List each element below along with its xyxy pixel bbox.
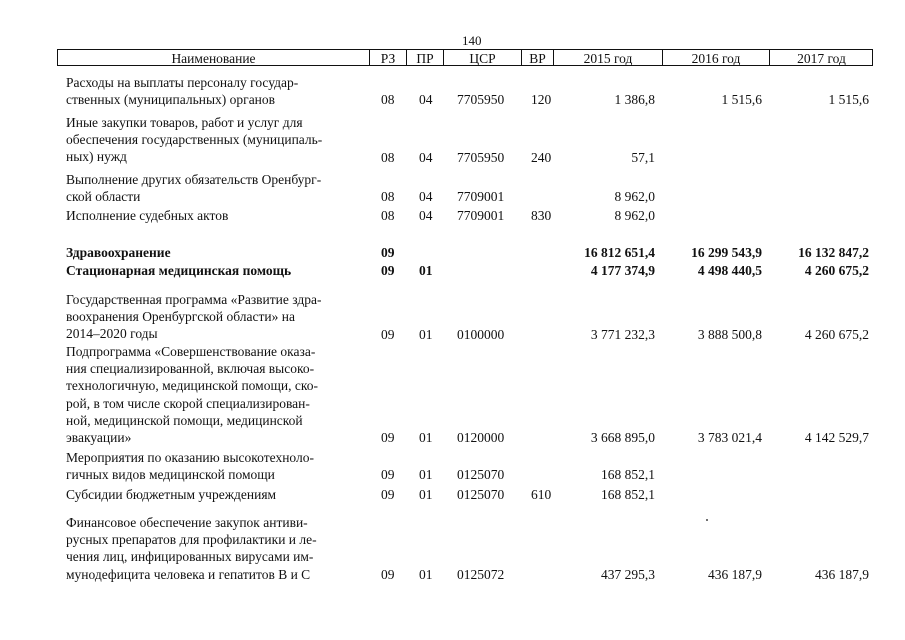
row-rz: 08 [381, 149, 395, 165]
row-rz: 09 [381, 487, 395, 503]
row-2015: 16 812 651,4 [584, 245, 655, 261]
header-2017: 2017 год [769, 50, 873, 65]
table-row [0, 171, 905, 205]
row-name-line: ных) нужд [66, 149, 127, 165]
row-2017: 4 142 529,7 [804, 430, 869, 446]
row-vr: 830 [531, 208, 552, 224]
row-2015: 1 386,8 [614, 92, 655, 108]
row-name-line: технологичную, медицинской помощи, ско- [66, 378, 318, 394]
row-rz: 08 [381, 189, 395, 205]
row-pr: 01 [419, 263, 433, 279]
row-name-line: рой, в том числе скорой специализирован- [66, 395, 310, 411]
table-row [0, 449, 905, 483]
table-header [57, 49, 873, 66]
page-number: 140 [462, 33, 482, 48]
row-2017: 436 187,9 [815, 566, 869, 582]
header-vr: ВР [521, 50, 553, 65]
row-rz: 09 [381, 263, 395, 279]
row-csr: 0125072 [457, 566, 505, 582]
row-name-line: Выполнение других обязательств Оренбург- [66, 172, 322, 187]
row-pr: 01 [419, 487, 433, 503]
table-row [0, 244, 905, 261]
table-row [0, 74, 905, 108]
row-name-line: русных препаратов для профилактики и ле- [66, 532, 317, 548]
header-csr: ЦСР [443, 50, 521, 65]
row-name-line: обеспечения государственных (муниципаль- [66, 132, 323, 148]
header-pr: ПР [406, 50, 443, 65]
row-name-line: 2014–2020 годы [66, 326, 158, 342]
row-pr: 01 [419, 467, 433, 483]
row-name-line: воохранения Оренбургской области» на [66, 309, 295, 325]
row-name-line: Государственная программа «Развитие здра- [66, 292, 322, 307]
row-csr: 7709001 [457, 208, 505, 224]
row-pr: 04 [419, 189, 433, 205]
row-name-line: Субсидии бюджетным учреждениям [66, 487, 277, 502]
row-rz: 09 [381, 245, 395, 261]
table-row [0, 486, 905, 503]
row-csr: 0100000 [457, 326, 505, 342]
row-vr: 120 [531, 92, 552, 108]
header-name: Наименование [171, 51, 256, 66]
row-rz: 09 [381, 326, 395, 342]
row-name-line: Финансовое обеспечение закупок антиви- [66, 515, 308, 530]
row-vr: 240 [531, 149, 552, 165]
row-2015: 437 295,3 [601, 566, 655, 582]
row-name-line: ской области [66, 189, 141, 205]
row-2016: 3 783 021,4 [697, 430, 762, 446]
table-row [0, 262, 905, 279]
row-2015: 168 852,1 [601, 487, 655, 503]
row-pr: 04 [419, 149, 433, 165]
row-2016: 436 187,9 [708, 566, 762, 582]
row-2017: 16 132 847,2 [798, 245, 869, 261]
row-pr: 04 [419, 208, 433, 224]
row-2015: 8 962,0 [614, 208, 655, 224]
row-csr: 7705950 [457, 92, 505, 108]
table-row [0, 207, 905, 224]
table-row [0, 343, 905, 446]
row-csr: 0125070 [457, 487, 505, 503]
row-csr: 0120000 [457, 430, 505, 446]
header-2016: 2016 год [662, 50, 769, 65]
row-rz: 08 [381, 208, 395, 224]
table-row [0, 114, 905, 166]
row-name-line: Исполнение судебных актов [66, 208, 229, 223]
row-name-line: гичных видов медицинской помощи [66, 467, 275, 483]
header-rz: РЗ [369, 50, 406, 65]
header-2015: 2015 год [553, 50, 662, 65]
table-row [0, 514, 905, 583]
row-vr: 610 [531, 487, 552, 503]
stray-dot [706, 519, 708, 521]
row-2017: 4 260 675,2 [804, 326, 869, 342]
row-name-line: чения лиц, инфицированных вирусами им- [66, 549, 314, 565]
row-csr: 7709001 [457, 189, 505, 205]
row-2016: 3 888 500,8 [697, 326, 762, 342]
row-name-line: Подпрограмма «Совершенствование оказа- [66, 344, 316, 359]
row-rz: 09 [381, 430, 395, 446]
row-rz: 09 [381, 566, 395, 582]
row-name-line: ния специализированной, включая высоко- [66, 361, 315, 377]
row-2015: 3 668 895,0 [590, 430, 655, 446]
row-pr: 04 [419, 92, 433, 108]
row-name-line: ственных (муниципальных) органов [66, 92, 276, 108]
row-csr: 7705950 [457, 149, 505, 165]
row-name-line: эвакуации» [66, 430, 132, 446]
row-name-line: ной, медицинской помощи, медицинской [66, 412, 303, 428]
row-name-line: Иные закупки товаров, работ и услуг для [66, 115, 303, 130]
row-2015: 57,1 [631, 149, 655, 165]
row-pr: 01 [419, 326, 433, 342]
row-name-line: Расходы на выплаты персоналу государ- [66, 75, 299, 90]
row-pr: 01 [419, 566, 433, 582]
row-pr: 01 [419, 430, 433, 446]
row-name-line: Стационарная медицинская помощь [66, 263, 292, 278]
row-2016: 1 515,6 [721, 92, 762, 108]
row-name-line: мунодефицита человека и гепатитов В и С [66, 566, 311, 582]
row-csr: 0125070 [457, 467, 505, 483]
row-2016: 16 299 543,9 [691, 245, 762, 261]
row-name-line: Мероприятия по оказанию высокотехноло- [66, 450, 314, 465]
row-2017: 4 260 675,2 [804, 263, 869, 279]
table-row [0, 291, 905, 343]
row-2015: 3 771 232,3 [590, 326, 655, 342]
row-rz: 09 [381, 467, 395, 483]
row-name-line: Здравоохранение [66, 245, 171, 260]
row-2015: 168 852,1 [601, 467, 655, 483]
row-2015: 4 177 374,9 [590, 263, 655, 279]
row-2017: 1 515,6 [828, 92, 869, 108]
row-2016: 4 498 440,5 [697, 263, 762, 279]
row-rz: 08 [381, 92, 395, 108]
row-2015: 8 962,0 [614, 189, 655, 205]
